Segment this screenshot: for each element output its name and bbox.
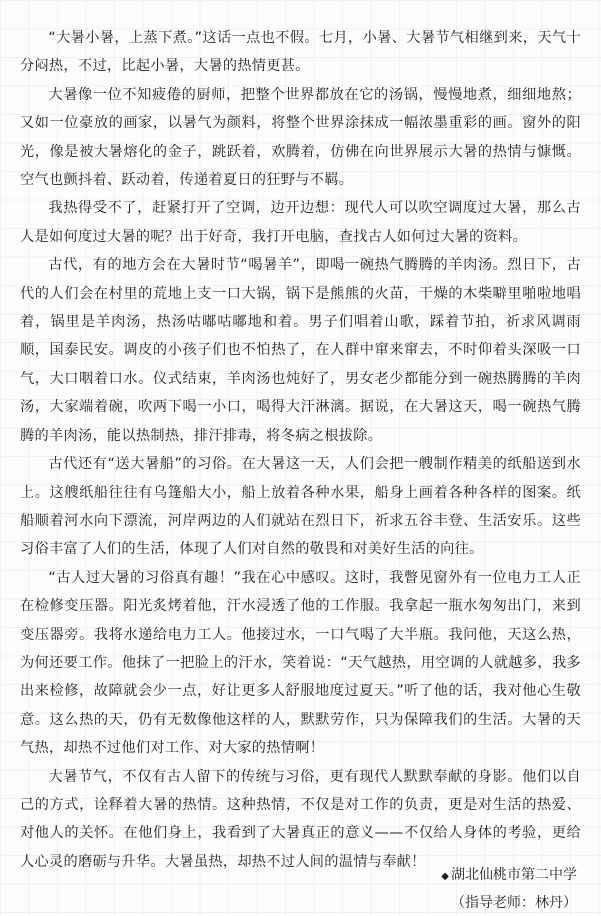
school-name: 湖北仙桃市第二中学	[451, 867, 577, 883]
paragraph-3: 我热得受不了，赶紧打开了空调，边开边想：现代人可以吹空调度过大暑，那么古人是如何度过大暑的呢？出于好奇，我打开电脑，查找古人如何过大暑的资料。	[20, 200, 581, 245]
paragraph-1: “大暑小暑，上蒸下煮。”这话一点也不假。七月，小暑、大暑节气相继到来，天气十分闷热，不过，比起小暑，大暑的热情更甚。	[20, 30, 581, 75]
essay-body	[20, 24, 581, 876]
paragraph-7: 大暑节气，不仅有古人留下的传统与习俗，更有现代人默默奉献的身影。他们以自己的方式，诠释着大暑的热情。这种热情，不仅是对工作的负责，更是对生活的热爱、对他人的关怀。在他们身上，我看到了大暑真正的意义——不仅给人身体的考验，更给人心灵的磨砺与升华。大暑虽热，却热不过人间的温情与奉献！	[20, 768, 581, 870]
paragraph-4: 古代，有的地方会在大暑时节“喝暑羊”，即喝一碗热气腾腾的羊肉汤。烈日下，古代的人们会在村里的荒地上支一口大锅，锅下是熊熊的火苗，干燥的木柴噼里啪啦地唱着，锅里是羊肉汤，热汤咕嘟咕嘟地和着。男子们唱着山歌，踩着节拍，祈求风调雨顺，国泰民安。调皮的小孩子们也不怕热了，在人群中窜来窜去，不时仰着头深吸一口气，大口咽着口水。仪式结束，羊肉汤也炖好了，男女老少都能分到一碗热腾腾的羊肉汤，大家端着碗，吹两下喝一小口，喝得大汗淋漓。据说，在大暑这天，喝一碗热气腾腾的羊肉汤，能以热制热，排汗排毒，将冬病之根拔除。	[20, 257, 581, 444]
author-signature	[441, 862, 577, 916]
paragraph-5: 古代还有“送大暑船”的习俗。在大暑这一天，人们会把一艘制作精美的纸船送到水上。这艘纸船往往有乌篷船大小，船上放着各种水果，船身上画着各种各样的图案。纸船顺着河水向下漂流，河岸两边的人们就站在烈日下，祈求五谷丰登、生活安乐。这些习俗丰富了人们的生活，体现了人们对自然的敬畏和对美好生活的向往。	[20, 456, 581, 558]
teacher-line: （指导老师：林丹）	[451, 895, 577, 911]
school-line	[441, 862, 577, 890]
paragraph-2: 大暑像一位不知疲倦的厨师，把整个世界都放在它的汤锅，慢慢地煮，细细地熬；又如一位豪放的画家，以暑气为颜料，将整个世界涂抹成一幅浓墨重彩的画。窗外的阳光，像是被大暑熔化的金子，跳跃着，欢腾着，仿佛在向世界展示大暑的热情与慷慨。空气也颤抖着、跃动着，传递着夏日的狂野与不羁。	[20, 86, 581, 189]
paragraph-6: “古人过大暑的习俗真有趣！”我在心中感叹。这时，我瞥见窗外有一位电力工人正在检修变压器。阳光炙烤着他，汗水浸透了他的工作服。我拿起一瓶水匆匆出门，来到变压器旁。我将水递给电力工人。他接过水，一口气喝了大半瓶。我问他，天这么热，为何还要工作。他抹了一把脸上的汗水，笑着说：“天气越热，用空调的人就越多，我多出来检修，故障就会少一点，好让更多人舒服地度过夏天。”听了他的话，我对他心生敬意。这么热的天，仍有无数像他这样的人，默默劳作，只为保障我们的生活。大暑的天气热，却热不过他们对工作、对大家的热情啊！	[20, 569, 581, 757]
diamond-icon: ◆	[441, 871, 449, 882]
